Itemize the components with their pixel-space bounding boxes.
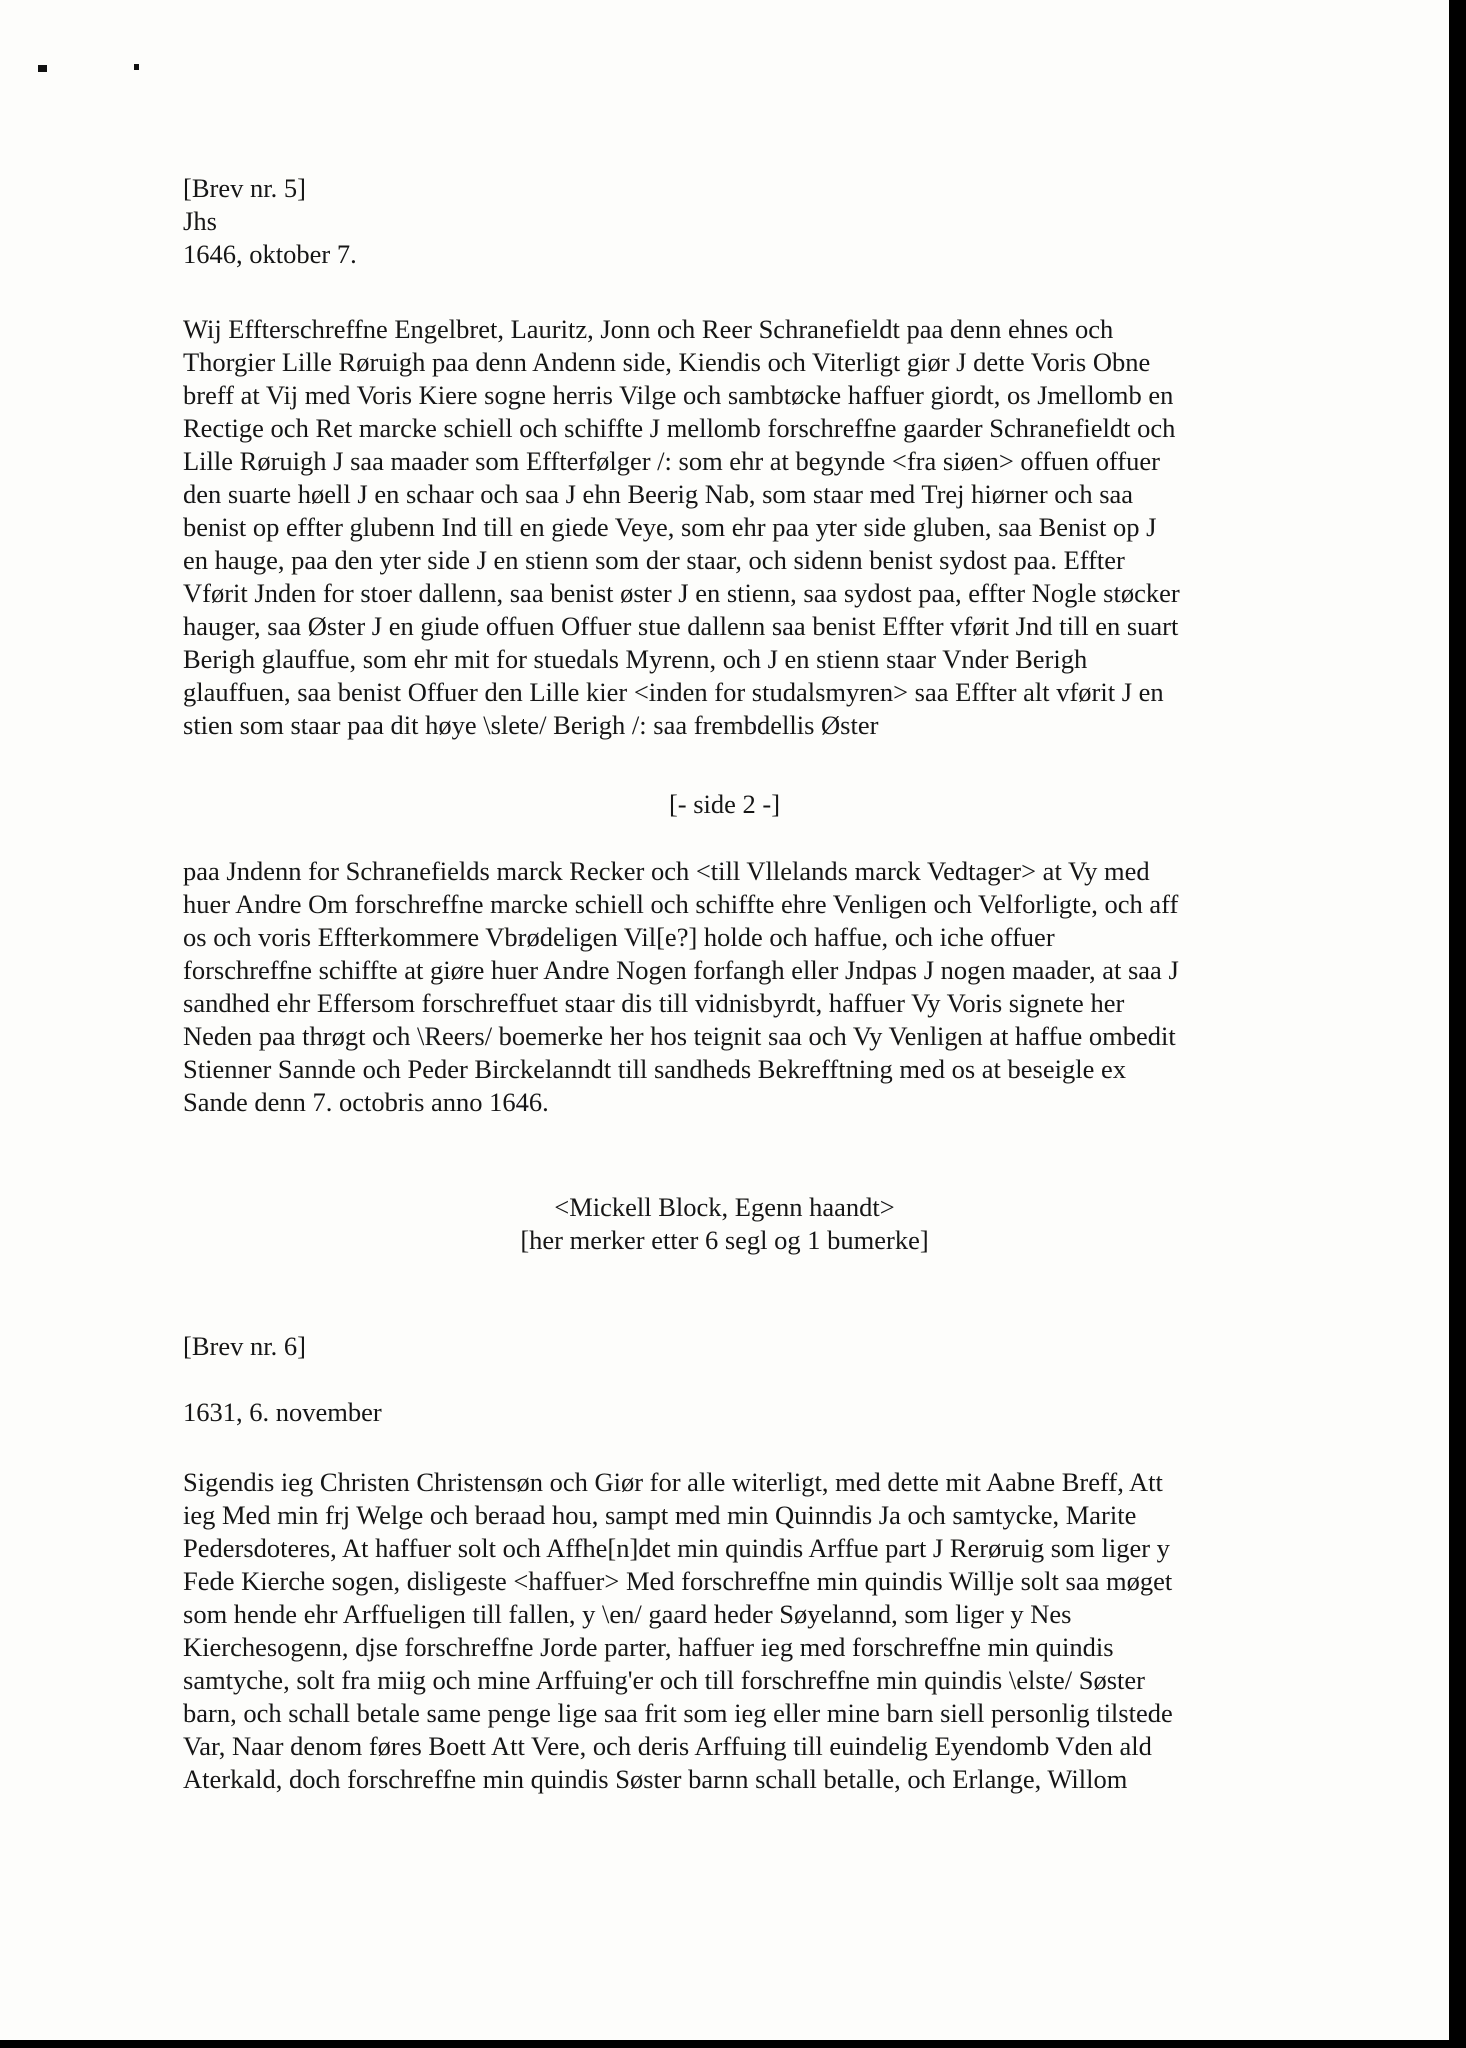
body-line: benist op effter glubenn Ind till en giede Veye, som ehr paa yter side gluben, saa Benist op J <box>183 512 1157 542</box>
body-line: Lille Røruigh J saa maader som Effterfølger /: som ehr at begynde <fra siøen> offuen offuer <box>183 446 1160 476</box>
letter5-body-part1 <box>183 313 1180 742</box>
body-line: ieg Med min frj Welge och beraad hou, sampt med min Quinndis Ja och samtycke, Marite <box>183 1500 1137 1530</box>
body-line: Rectige och Ret marcke schiell och schiffte J mellomb forschreffne gaarder Schranefieldt och <box>183 413 1176 443</box>
letter5-signature-block <box>0 1191 1449 1257</box>
body-line: breff at Vij med Voris Kiere sogne herris Vilge och sambtøcke haffuer giordt, os Jmellomb en <box>183 380 1174 410</box>
body-line: Sande denn 7. octobris anno 1646. <box>183 1087 549 1117</box>
body-line: glauffuen, saa benist Offuer den Lille kier <inden for studalsmyren> saa Effter alt vførit J en <box>183 677 1164 707</box>
body-line: Wij Effterschreffne Engelbret, Lauritz, Jonn och Reer Schranefieldt paa denn ehnes och <box>183 314 1114 344</box>
body-line: Neden paa thrøgt och \Reers/ boemerke her hos teignit saa och Vy Venligen at haffue ombedit <box>183 1021 1176 1051</box>
body-line: huer Andre Om forschreffne marcke schiell och schiffte ehre Venligen och Velforligte, och aff <box>183 889 1179 919</box>
letter5-header <box>183 172 357 271</box>
signature: <Mickell Block, Egenn haandt> <box>554 1192 895 1222</box>
body-line: samtyche, solt fra miig och mine Arffuing'er och till forschreffne min quindis \elste/ Søster <box>183 1665 1146 1695</box>
body-line: Var, Naar denom føres Boett Att Vere, och deris Arffuing till euindelig Eyendomb Vden ald <box>183 1731 1152 1761</box>
body-line: sandhed ehr Effersom forschreffuet staar dis till vidnisbyrdt, haffuer Vy Voris signete her <box>183 988 1125 1018</box>
body-line: som hende ehr Arffueligen till fallen, y \en/ gaard heder Søyelannd, som liger y Nes <box>183 1599 1072 1629</box>
body-line: Thorgier Lille Røruigh paa denn Andenn side, Kiendis och Viterligt giør J dette Voris Obne <box>183 347 1151 377</box>
scan-mark-tick <box>134 64 139 70</box>
body-line: stien som staar paa dit høye \slete/ Berigh /: saa frembdellis Øster <box>183 710 879 740</box>
letter6-title: [Brev nr. 6] <box>183 1331 306 1361</box>
letter6-body <box>183 1466 1173 1796</box>
letter6-date-block <box>183 1396 382 1429</box>
letter5-date: 1646, oktober 7. <box>183 239 357 269</box>
letter6-header <box>183 1330 306 1363</box>
letter6-date: 1631, 6. november <box>183 1397 382 1427</box>
body-line: hauger, saa Øster J en giude offuen Offuer stue dallenn saa benist Effter vførit Jnd till en suart <box>183 611 1179 641</box>
body-line: den suarte høell J en schaar och saa J ehn Beerig Nab, som staar med Trej hiørner och saa <box>183 479 1134 509</box>
letter5-body-part2 <box>183 855 1179 1119</box>
scan-mark-dot <box>38 65 47 72</box>
body-line: forschreffne schiffte at giøre huer Andre Nogen forfangh eller Jndpas J nogen maader, at saa J <box>183 955 1179 985</box>
page-marker-text: [- side 2 -] <box>668 789 781 819</box>
body-line: Aterkald, doch forschreffne min quindis Søster barnn schall betalle, och Erlange, Willom <box>183 1764 1128 1794</box>
body-line: Vførit Jnden for stoer dallenn, saa benist øster J en stienn, saa sydost paa, effter Nogle støcker <box>183 578 1180 608</box>
body-line: Sigendis ieg Christen Christensøn och Giør for alle witerligt, med dette mit Aabne Breff, Att <box>183 1467 1163 1497</box>
letter5-jhs: Jhs <box>183 206 217 236</box>
body-line: barn, och schall betale same penge lige saa frit som ieg eller mine barn siell personlig tilstede <box>183 1698 1173 1728</box>
body-line: Fede Kierche sogen, disligeste <haffuer> Med forschreffne min quindis Willje solt saa møget <box>183 1566 1173 1596</box>
body-line: Berigh glauffue, som ehr mit for stuedals Myrenn, och J en stienn staar Vnder Berigh <box>183 644 1088 674</box>
body-line: Stienner Sannde och Peder Birckelanndt till sandheds Bekrefftning med os at beseigle ex <box>183 1054 1126 1084</box>
seal-note: [her merker etter 6 segl og 1 bumerke] <box>520 1225 929 1255</box>
body-line: Kierchesogenn, djse forschreffne Jorde parter, haffuer ieg med forschreffne min quindis <box>183 1632 1114 1662</box>
page-marker <box>0 788 1449 821</box>
body-line: os och voris Effterkommere Vbrødeligen Vil[e?] holde och haffue, och iche offuer <box>183 922 1055 952</box>
body-line: en hauge, paa den yter side J en stienn som der staar, och sidenn benist sydost paa. Effter <box>183 545 1125 575</box>
body-line: paa Jndenn for Schranefields marck Recker och <till Vllelands marck Vedtager> at Vy med <box>183 856 1150 886</box>
letter5-title: [Brev nr. 5] <box>183 173 306 203</box>
body-line: Pedersdoteres, At haffuer solt och Affhe[n]det min quindis Arffue part J Rerøruig som liger y <box>183 1533 1170 1563</box>
